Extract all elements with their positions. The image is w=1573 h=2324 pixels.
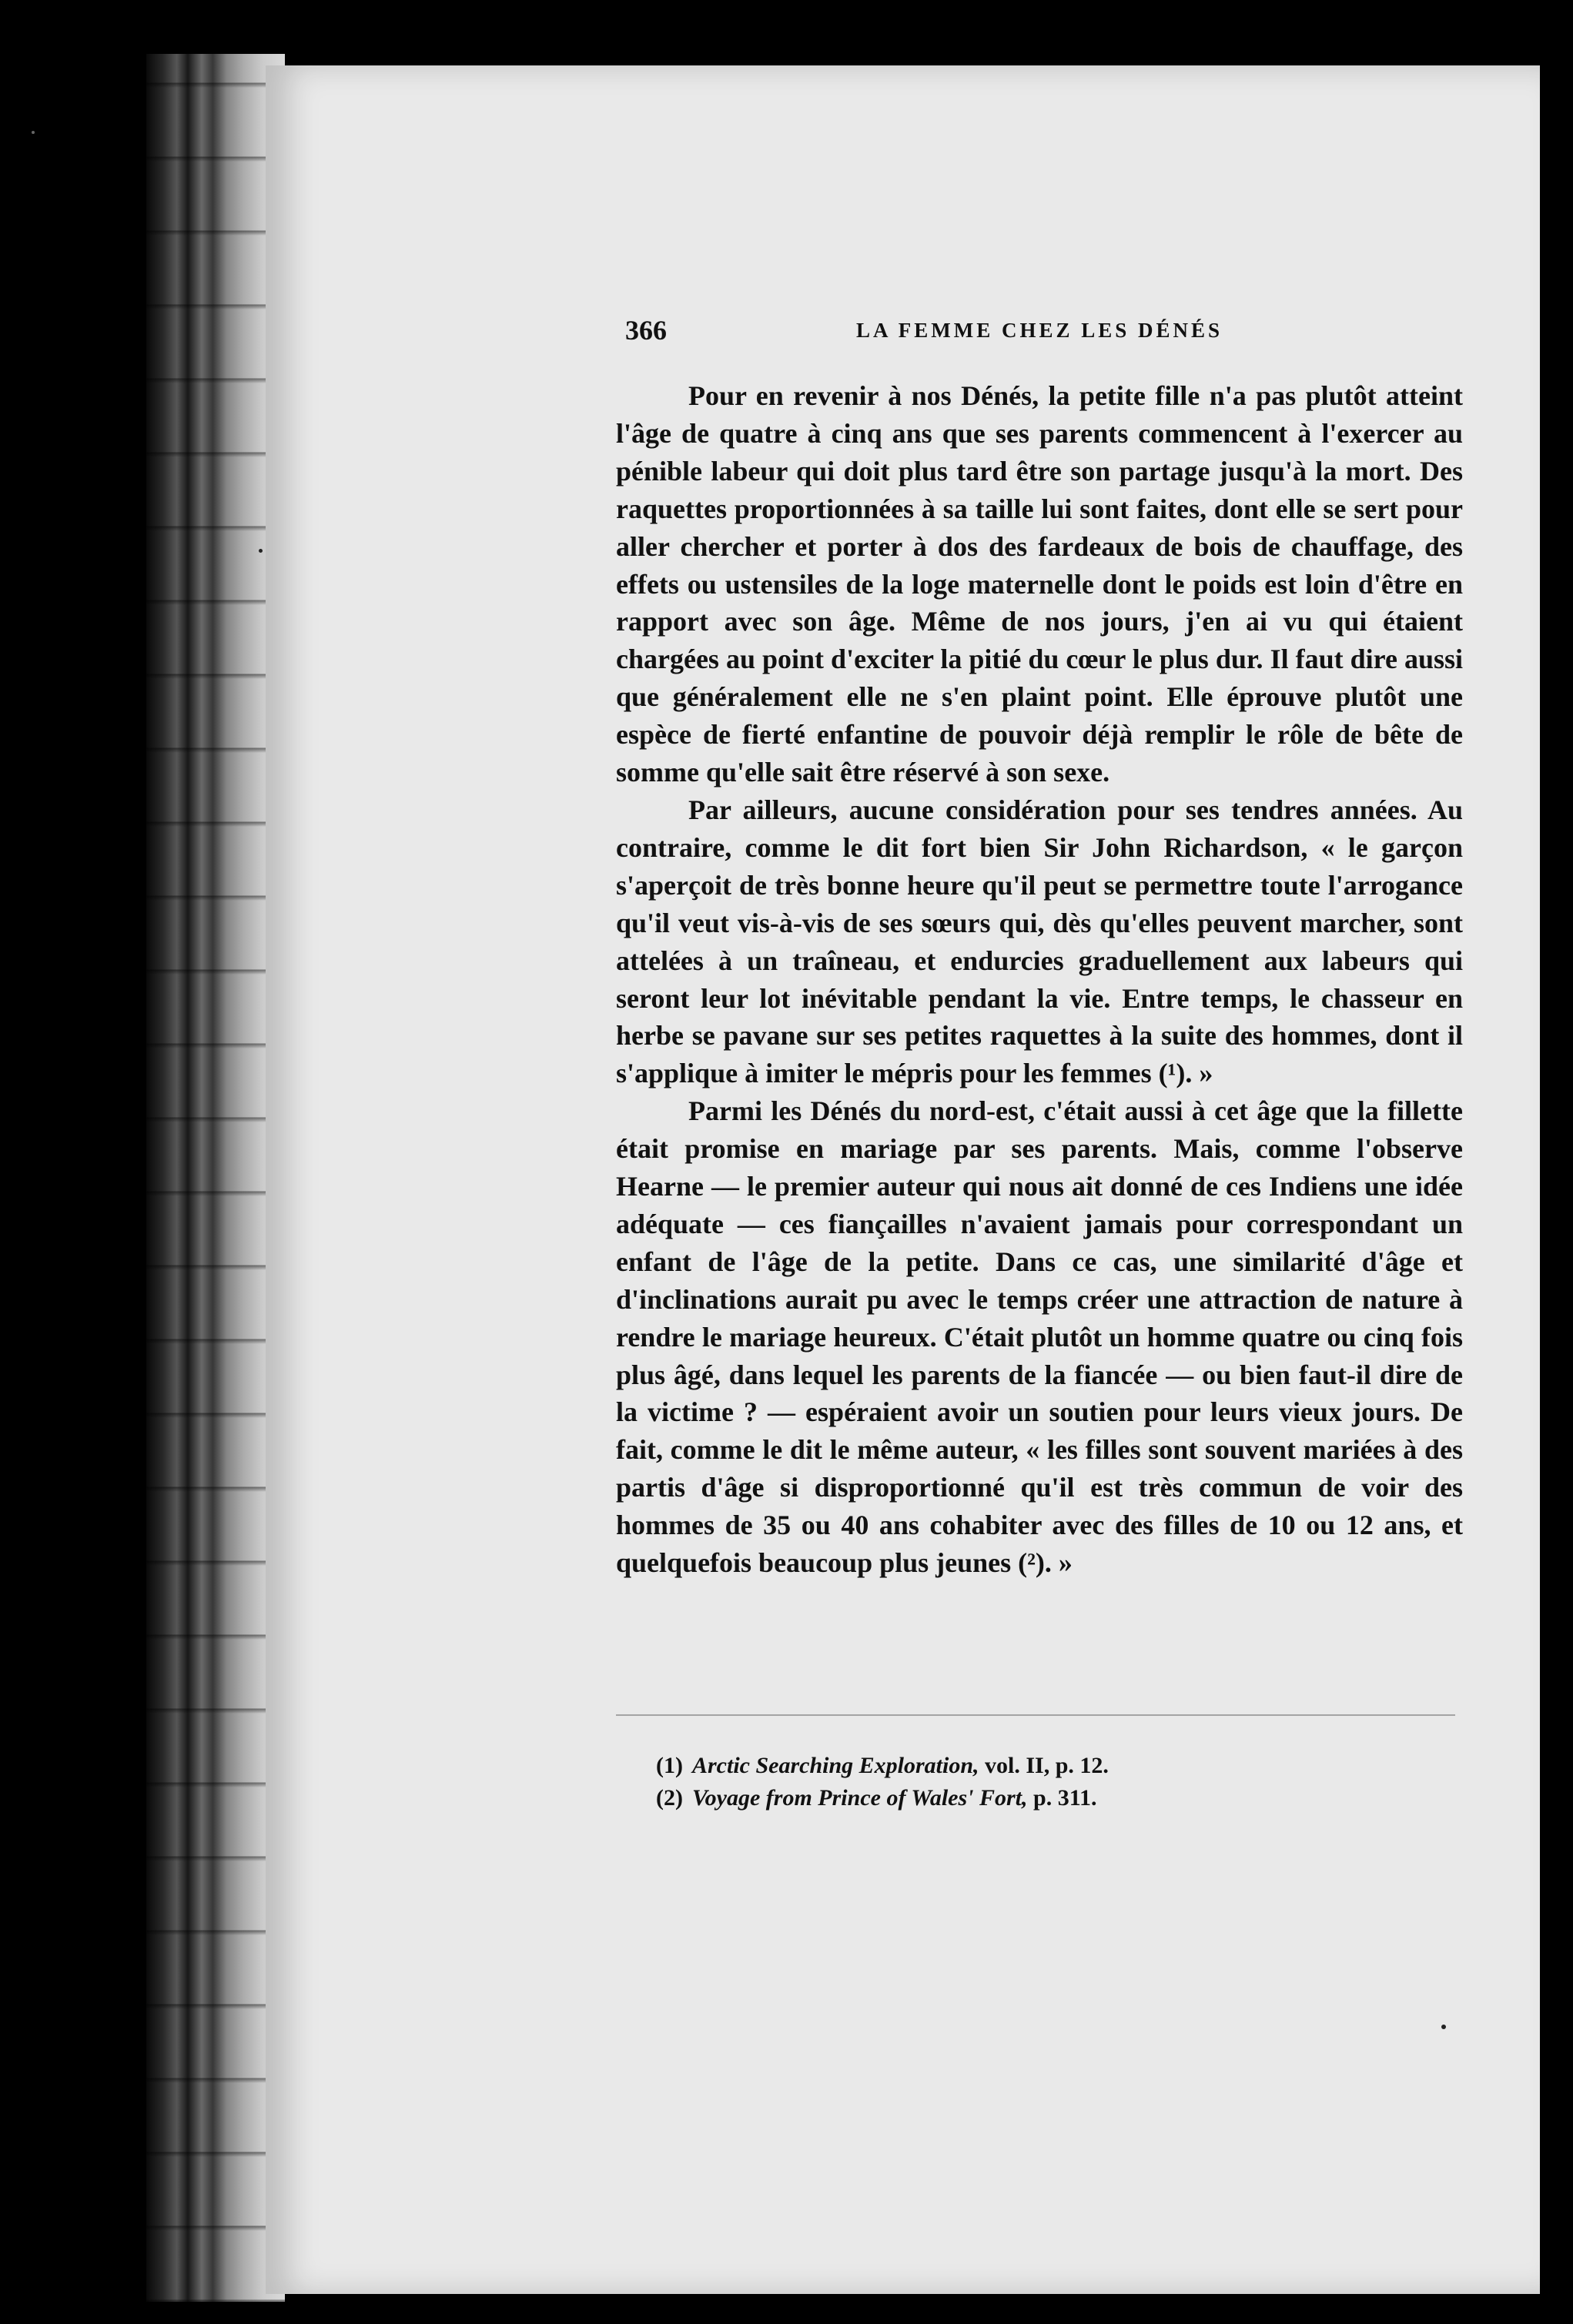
footnote-divider xyxy=(616,1714,1455,1716)
paragraph-3: Parmi les Dénés du nord-est, c'était aussi à cet âge que la fillette était promise en mariage par ses parents. Mais, comme l'observe Hearne — le premier auteur qui nous ait donné de ces Indiens une idée adéquate — ces fiançailles n'avaient jamais pour correspondant un enfant de l'âge de la petite. Dans ce cas, une similarité d'âge et d'inclinations aurait pu avec le temps créer une attraction de nature à rendre le mariage heureux. C'était plutôt un homme quatre ou cinq fois plus âgé, dans lequel les parents de la fiancée — ou bien faut-il dire de la victime ? — espéraient avoir un soutien pour leurs vieux jours. De fait, comme le dit le même auteur, « les filles sont souvent mariées à des partis d'âge si disproportionné qu'il est très commun de voir des hommes de 35 ou 40 ans cohabiter avec des filles de 10 ou 12 ans, et quelquefois beaucoup plus jeunes (²). » xyxy=(616,1095,1463,1579)
dust-speck xyxy=(32,131,35,134)
footnote-title: Voyage from Prince of Wales' Fort, xyxy=(691,1785,1028,1811)
footnote-reference: vol. II, p. 12. xyxy=(979,1753,1109,1778)
footnote-number: (1) xyxy=(656,1753,683,1778)
running-head xyxy=(625,314,1457,351)
footnotes xyxy=(656,1750,1457,1814)
running-title: LA FEMME CHEZ LES DÉNÉS xyxy=(856,319,1223,342)
paragraph-2: Par ailleurs, aucune considération pour ses tendres années. Au contraire, comme le dit fort bien Sir John Richardson, « le garçon s'aperçoit de très bonne heure qu'il peut se permettre toute l'arrogance qu'il veut vis-à-vis de ses sœurs qui, dès qu'elles peuvent marcher, sont attelées à un traîneau, et endurcies graduellement aux labeurs qui seront leur lot inévitable pendant la vie. Entre temps, le chasseur en herbe se pavane sur ses petites raquettes à la suite des hommes, dont il s'applique à imiter le mépris pour les femmes (¹). » xyxy=(616,794,1463,1089)
footnote-1 xyxy=(656,1750,1457,1782)
body-text xyxy=(616,377,1463,1582)
dust-speck xyxy=(1441,2025,1446,2029)
footnote-title: Arctic Searching Exploration, xyxy=(691,1753,979,1778)
dust-speck xyxy=(259,549,263,553)
book-spine-texture xyxy=(146,54,285,2302)
paragraph-1: Pour en revenir à nos Dénés, la petite fille n'a pas plutôt atteint l'âge de quatre à cinq ans que ses parents commencent à l'exercer au pénible labeur qui doit plus tard être son partage jusqu'à la mort. Des raquettes proportionnées à sa taille lui sont faites, dont elle se sert pour aller chercher et porter à dos des fardeaux de bois de chauffage, des effets ou ustensiles de la loge maternelle dont le poids est loin d'être en rapport avec son âge. Même de nos jours, j'en ai vu qui étaient chargées au point d'exciter la pitié du cœur le plus dur. Il faut dire aussi que généralement elle ne s'en plaint point. Elle éprouve plutôt une espèce de fierté enfantine de pouvoir déjà remplir le rôle de bête de somme qu'elle sait être réservé à son sexe. xyxy=(616,380,1463,788)
footnote-reference: p. 311. xyxy=(1027,1785,1097,1811)
page-number: 366 xyxy=(625,315,667,346)
footnote-2 xyxy=(656,1782,1457,1814)
footnote-number: (2) xyxy=(656,1785,683,1811)
